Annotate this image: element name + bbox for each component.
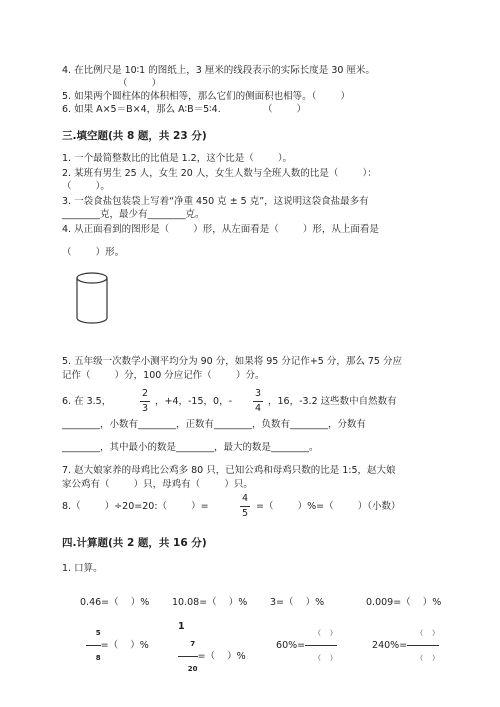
fill-q1: 1. 一个最简整数比的比值是 1.2，这个比是（ ）。 (62, 153, 293, 164)
fill-q6-pre: 6. 在 3.5， (62, 396, 112, 407)
calc-r1c1: 0.46=（ ）% (80, 597, 150, 608)
cylinder-figure (74, 270, 112, 328)
blank-denominator: （ ） (314, 654, 337, 662)
fill-q4-line1: 4. 从正面看到的图形是（ ）形，从左面看是（ ）形，从上面看是 (62, 224, 379, 235)
calc-q1: 1. 口算。 (62, 563, 103, 574)
fill-q6-fraction-2-3 (140, 388, 150, 415)
fill-q6-mid: ，+4，-15，0，- (155, 396, 232, 407)
fill-q5-line1: 5. 五年级一次数学小测平均分为 90 分，如果将 95 分记作+5 分，那么 75 分应 (62, 356, 402, 367)
fraction-denominator: 5 (241, 508, 249, 519)
judge-q6: 6. 如果 A×5＝B×4，那么 A∶B＝5∶4. （ ） (62, 104, 307, 115)
calc-r2c1-answer: =（ ）% (100, 640, 149, 651)
fraction-numerator: 2 (141, 388, 149, 399)
fill-q6-line2: ________，小数有________，正数有________，负数有________，分数有 (62, 419, 367, 430)
calc-fraction-7-20 (178, 632, 198, 681)
blank-numerator: （ ） (416, 629, 439, 637)
fraction-numerator: 4 (241, 493, 249, 504)
fill-q3-line2: ________克，最少有________克。 (62, 209, 205, 220)
calc-r2c4-label: 240%= (372, 640, 408, 651)
calc-r2c1 (80, 610, 149, 670)
calc-r1c2: 10.08=（ ）% (172, 597, 248, 608)
mixed-whole: 1 (178, 621, 185, 632)
judge-q4-line1: 4. 在比例尺是 10∶1 的图纸上，3 厘米的线段表示的实际长度是 30 厘米。 (62, 65, 375, 76)
fill-q8-post: =（ ）%=（ ）（小数） (256, 501, 401, 512)
calc-r2c4 (366, 610, 439, 670)
calc-fraction-5-8 (86, 621, 101, 670)
fill-q3-line1: 3. 一袋食盐包装袋上写着“净重 450 克 ± 5 克”，这说明这袋食盐最多有 (62, 196, 369, 207)
blank-denominator: （ ） (416, 654, 439, 662)
calc-r2c2 (172, 610, 246, 681)
calc-r2c3 (270, 610, 337, 670)
fraction-denominator: 8 (95, 654, 101, 662)
blank-fraction (305, 621, 337, 670)
calc-r2c3-label: 60%= (276, 640, 306, 651)
fraction-denominator: 20 (187, 665, 198, 673)
calc-r1c4: 0.009=（ ）% (366, 597, 442, 608)
fill-q2-line1: 2. 某班有男生 25 人，女生 20 人，女生人数与全班人数的比是（ ）： (62, 168, 377, 179)
fill-q6-fraction-3-4 (253, 388, 263, 415)
calc-r1c3: 3=（ ）% (270, 597, 325, 608)
judge-q5: 5. 如果两个圆柱体的体积相等，那么它们的侧面积也相等。（ ） (62, 91, 350, 102)
fill-q7-line2: 家公鸡有（ ）只，母鸡有（ ）只。 (62, 479, 253, 490)
fill-q4-line2: （ ）形。 (62, 247, 125, 258)
fill-q5-line2: 记作（ ）分，100 分应记作（ ）分。 (62, 370, 265, 381)
calc-r2c2-answer: =（ ）% (197, 651, 246, 662)
fraction-denominator: 3 (141, 403, 149, 414)
judge-q4-answer: （ ） (118, 78, 162, 89)
blank-fraction (407, 621, 439, 670)
fill-q6-line3: ________，其中最小的数是________，最大的数是________。 (62, 442, 319, 453)
fill-q6-post: ，16，-3.2 这些数中自然数有 (268, 396, 397, 407)
fill-q8-pre: 8.（ ）÷20=20:（ ）= (62, 501, 209, 512)
blank-numerator: （ ） (314, 629, 337, 637)
section3-title: 三.填空题(共 8 题，共 23 分) (62, 130, 207, 142)
fill-q8-fraction-4-5 (240, 493, 250, 520)
fraction-denominator: 4 (254, 403, 262, 414)
fill-q2-line2: （ ）。 (62, 181, 110, 192)
fraction-numerator: 3 (254, 388, 262, 399)
fraction-numerator: 5 (95, 629, 101, 637)
fill-q7-line1: 7. 赵大娘家养的母鸡比公鸡多 80 只，已知公鸡和母鸡只数的比是 1:5，赵大娘 (62, 465, 396, 476)
section4-title: 四.计算题(共 2 题，共 16 分) (62, 537, 207, 549)
fraction-numerator: 7 (190, 640, 196, 648)
